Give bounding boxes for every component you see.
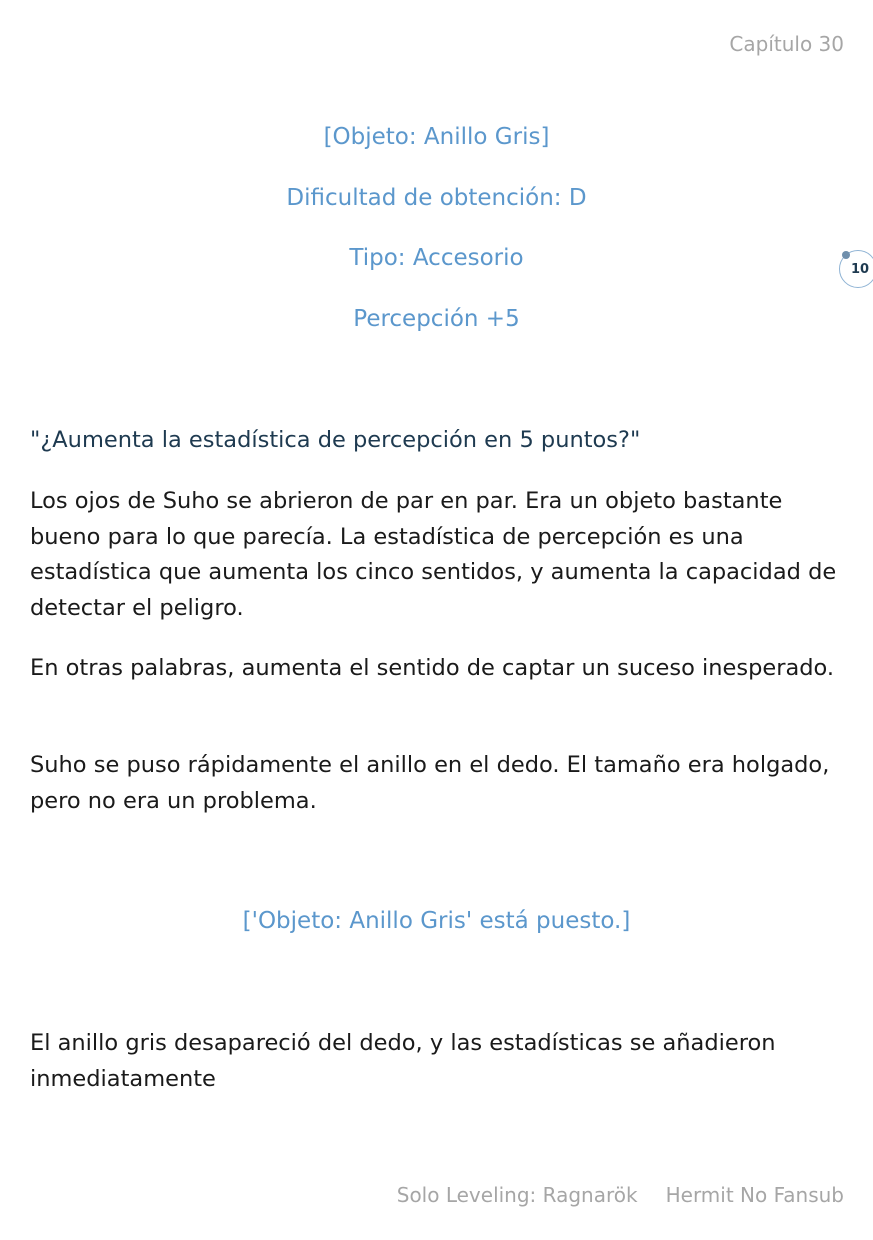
system-equipped-message: ['Objeto: Anillo Gris' está puesto.]: [242, 908, 631, 934]
page-number: 10: [851, 262, 870, 277]
paragraph: Suho se puso rápidamente el anillo en el dedo. El tamaño era holgado, pero no era un problema.: [30, 752, 830, 814]
paragraph: Los ojos de Suho se abrieron de par en par. Era un objeto bastante bueno para lo que parecía. La estadística de percepción es una estadística que aumenta los cinco sentidos, y aumenta la capacidad de detectar el peligro.: [30, 488, 837, 621]
footer-series-title: Solo Leveling: Ragnarök: [396, 1183, 638, 1207]
system-stat: Percepción +5: [353, 306, 520, 332]
system-item-name: [Objeto: Anillo Gris]: [323, 124, 550, 150]
footer: [397, 1183, 844, 1207]
footer-translator: Hermit No Fansub: [665, 1183, 844, 1207]
page-number-badge[interactable]: [839, 250, 873, 288]
paragraph: El anillo gris desapareció del dedo, y las estadísticas se añadieron inmediatamente: [30, 1030, 776, 1092]
system-type: Tipo: Accesorio: [349, 245, 524, 271]
dialogue-line: "¿Aumenta la estadística de percepción en 5 puntos?": [30, 427, 641, 453]
system-difficulty: Dificultad de obtención: D: [286, 185, 587, 211]
paragraph: En otras palabras, aumenta el sentido de captar un suceso inesperado.: [30, 655, 835, 681]
chapter-label: Capítulo 30: [729, 32, 844, 56]
badge-dot-icon: [842, 251, 850, 259]
